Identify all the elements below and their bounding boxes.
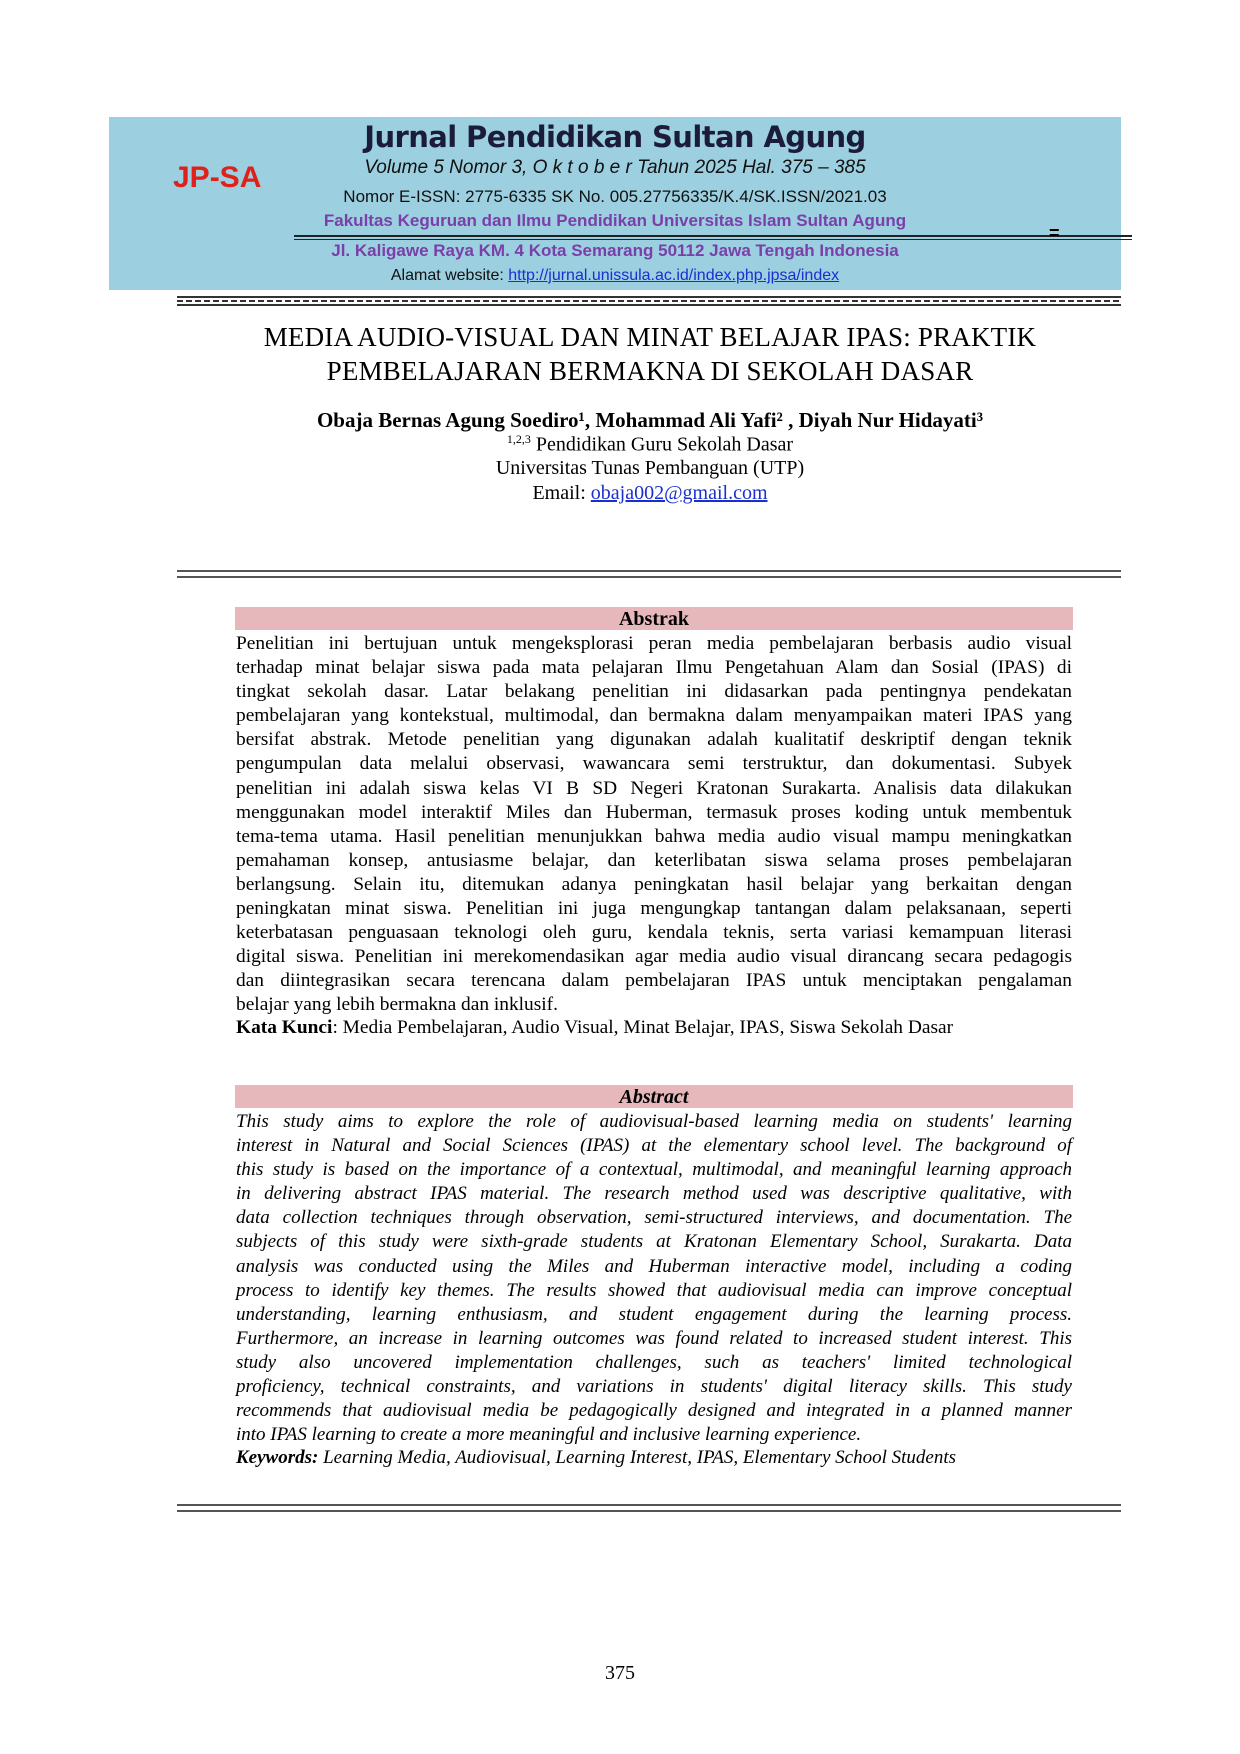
abstract-line: recommends that audiovisual media be pedagogically designed and integrated in a planned manner: [236, 1400, 1072, 1422]
keywords-text: : Media Pembelajaran, Audio Visual, Minat Belajar, IPAS, Siswa Sekolah Dasar: [332, 1017, 954, 1038]
abstract-line: in delivering abstract IPAS material. The research method used was descriptive qualitative, with: [236, 1183, 1072, 1205]
header-rule-mark: =: [1049, 223, 1060, 243]
abstract-line: into IPAS learning to create a more meaningful and inclusive learning experience.: [236, 1424, 862, 1446]
abstract-line: pembelajaran yang kontekstual, multimodal, dan bermakna dalam menyampaikan materi IPAS yang: [236, 705, 1072, 727]
website-label: Alamat website:: [390, 267, 509, 284]
abstract-line: pengumpulan data melalui observasi, wawancara semi terstruktur, dan dokumentasi. Subyek: [236, 753, 1072, 775]
abstract-line: understanding, learning enthusiasm, and student engagement during the learning process.: [236, 1303, 1072, 1325]
journal-header: [109, 117, 1121, 290]
author-email: [180, 482, 1120, 505]
title-line-2: PEMBELAJARAN BERMAKNA DI SEKOLAH DASAR: [326, 356, 974, 386]
abstract-heading: Abstract: [235, 1085, 1073, 1108]
abstract-line: analysis was conducted using the Miles and Huberman interactive model, including a coding: [236, 1255, 1072, 1277]
abstract-line: subjects of this study were sixth-grade students at Kratonan Elementary School, Surakarta. Data: [236, 1231, 1072, 1253]
abstract-line: Penelitian ini bertujuan untuk mengeksplorasi peran media pembelajaran berbasis audio visual: [236, 633, 1072, 654]
abstract-line: this study is based on the importance of a contextual, multimodal, and meaningful learning approach: [236, 1159, 1072, 1181]
affiliation-department: Pendidikan Guru Sekolah Dasar: [530, 433, 794, 456]
abstrak-keywords: [236, 1017, 1136, 1039]
abstract-line: interest in Natural and Social Sciences (IPAS) at the elementary school level. The background of: [236, 1135, 1072, 1157]
abstract-line: peningkatan minat siswa. Penelitian ini juga mengungkap tantangan dalam pelaksanaan, seperti: [236, 898, 1072, 920]
author-affiliation: [180, 432, 1120, 457]
abstract-line: dan diintegrasikan secara terencana dalam pembelajaran IPAS untuk menciptakan pengalaman: [236, 970, 1072, 992]
abstract-keywords: [236, 1447, 1136, 1469]
abstract-line: proficiency, technical constraints, and variations in students' digital literacy skills. This study: [236, 1376, 1072, 1398]
email-link[interactable]: obaja002@gmail.com: [590, 482, 768, 504]
article-title: [180, 320, 1120, 388]
page-number: 375: [605, 1662, 635, 1684]
affiliation-superscript: 1,2,3: [506, 432, 531, 446]
abstrak-heading: Abstrak: [235, 607, 1073, 630]
journal-website: [109, 267, 1121, 285]
abstract-line: menggunakan model interaktif Miles dan Huberman, termasuk proses koding untuk membentuk: [236, 801, 1072, 823]
article-authors: Obaja Bernas Agung Soediro¹, Mohammad Ali Yafi² , Diyah Nur Hidayati³: [316, 408, 984, 432]
section-divider-top: [177, 570, 1121, 578]
abstract-line: terhadap minat belajar siswa pada mata pelajaran Ilmu Pengetahuan Alam dan Sosial (IPAS) di: [236, 657, 1072, 679]
journal-issn: Nomor E-ISSN: 2775-6335 SK No. 005.27756335/K.4/SK.ISSN/2021.03: [343, 187, 887, 206]
abstract-line: digital siswa. Penelitian ini merekomendasikan agar media audio visual dirancang secara pedagogis: [236, 946, 1072, 968]
abstract-line: berlangsung. Selain itu, ditemukan adanya peningkatan hasil belajar yang berkaitan dengan: [236, 873, 1072, 895]
section-divider-bottom: [177, 1504, 1121, 1512]
abstract-line: study also uncovered implementation challenges, such as teachers' limited technological: [236, 1351, 1072, 1373]
header-separator: [177, 296, 1121, 306]
journal-address: Jl. Kaligawe Raya KM. 4 Kota Semarang 50112 Jawa Tengah Indonesia: [331, 241, 899, 260]
author-university: Universitas Tunas Pembanguan (UTP): [495, 457, 805, 479]
journal-faculty: Fakultas Keguruan dan Ilmu Pendidikan Universitas Islam Sultan Agung: [323, 211, 907, 230]
website-link[interactable]: http://jurnal.unissula.ac.id/index.php.jpsa/index: [508, 267, 840, 284]
keywords-text-en: Learning Media, Audiovisual, Learning Interest, IPAS, Elementary School Students: [318, 1447, 956, 1468]
journal-title: Jurnal Pendidikan Sultan Agung: [364, 120, 866, 154]
abstract-line: Furthermore, an increase in learning outcomes was found related to increased student interest. This: [236, 1327, 1072, 1349]
abstract-line: penelitian ini adalah siswa kelas VI B SD Negeri Kratonan Surakarta. Analisis data dilakukan: [236, 777, 1072, 799]
abstract-line: tema-tema utama. Hasil penelitian menunjukkan bahwa media audio visual mampu meningkatkan: [236, 825, 1072, 847]
abstract-line: pemahaman konsep, antusiasme belajar, dan keterlibatan siswa selama proses pembelajaran: [236, 849, 1072, 871]
abstrak-body: [236, 632, 1072, 1018]
abstract-line: This study aims to explore the role of audiovisual-based learning media on students' learning: [236, 1111, 1072, 1132]
abstract-line: tingkat sekolah dasar. Latar belakang penelitian ini didasarkan pada pentingnya pendekatan: [236, 681, 1072, 703]
abstract-line: keterbatasan penguasaan teknologi oleh guru, kendala teknis, serta variasi kemampuan literasi: [236, 922, 1072, 944]
abstract-line: bersifat abstrak. Metode penelitian yang digunakan adalah kualitatif deskriptif dengan teknik: [236, 729, 1072, 751]
email-label: Email:: [532, 482, 591, 504]
title-line-1: MEDIA AUDIO-VISUAL DAN MINAT BELAJAR IPAS: PRAKTIK: [263, 322, 1037, 352]
abstract-line: belajar yang lebih bermakna dan inklusif.: [236, 994, 558, 1016]
abstract-line: process to identify key themes. The results showed that audiovisual media can improve conceptual: [236, 1279, 1072, 1301]
header-divider: [294, 235, 1132, 240]
abstract-body: [236, 1110, 1072, 1447]
keywords-label: Kata Kunci: [236, 1017, 333, 1038]
abstract-line: data collection techniques through observation, semi-structured interviews, and documentation. The: [236, 1207, 1072, 1229]
journal-volume: Volume 5 Nomor 3, O k t o b e r Tahun 2025 Hal. 375 – 385: [364, 157, 866, 178]
journal-logo: JP-SA: [173, 161, 262, 194]
keywords-label-en: Keywords:: [236, 1447, 319, 1468]
